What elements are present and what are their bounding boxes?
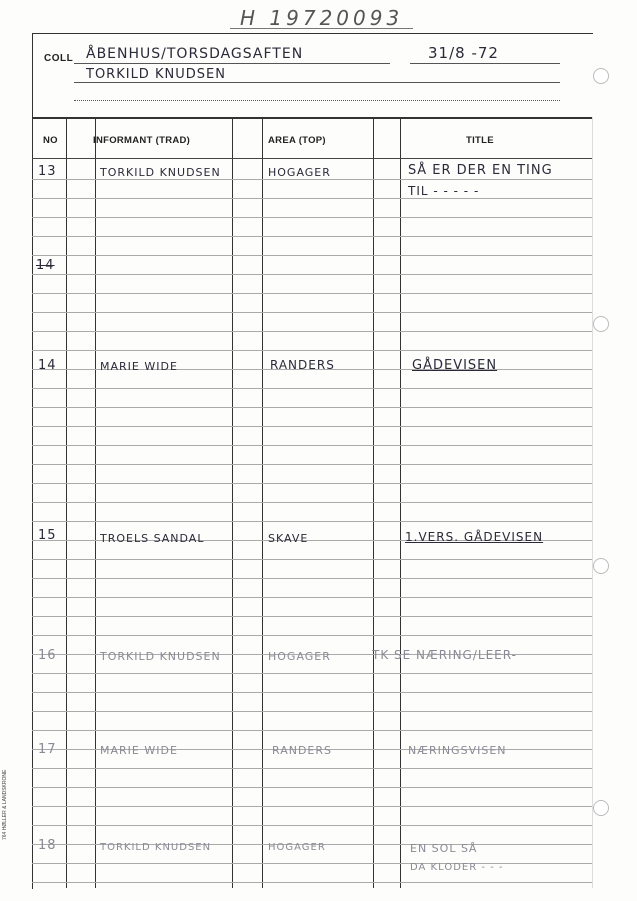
coll-collector: TORKILD KNUDSEN	[86, 67, 226, 82]
punch-hole	[593, 800, 609, 816]
ruled-line	[32, 616, 592, 617]
row-area: HOGAGER	[268, 842, 326, 853]
ruled-line	[32, 825, 592, 826]
row-informant: TORKILD KNUDSEN	[100, 166, 221, 179]
row-area: HOGAGER	[268, 650, 331, 663]
row-no: 15	[38, 528, 57, 543]
ruled-line	[32, 236, 592, 237]
column-header-informant: INFORMANT (TRAD)	[93, 135, 191, 146]
row-no: 16	[38, 648, 57, 663]
row-title-continued: TIL - - - - -	[408, 184, 480, 198]
date-underline	[410, 63, 560, 64]
row-area: HOGAGER	[268, 166, 331, 179]
ruled-line	[32, 711, 592, 712]
ruled-line	[32, 863, 592, 864]
ruled-line	[32, 179, 592, 180]
column-header-title: TITLE	[466, 135, 494, 146]
archive-number: H 19720093	[240, 6, 404, 30]
row-informant: TROELS SANDAL	[100, 532, 205, 545]
row-no-struck: 14	[36, 258, 55, 273]
ruled-line	[32, 217, 592, 218]
printer-imprint: 764 HØLLER & LANDSKRONE	[2, 769, 8, 840]
coll-label: COLL	[44, 53, 74, 64]
row-informant: MARIE WIDE	[100, 744, 178, 757]
ruled-line	[32, 464, 592, 465]
ruled-line	[32, 806, 592, 807]
ruled-line	[32, 331, 592, 332]
ruled-line	[32, 559, 592, 560]
ruled-line	[32, 882, 592, 883]
row-title: SÅ ER DER EN TING	[408, 163, 553, 178]
punch-hole	[593, 316, 609, 332]
ruled-line	[32, 426, 592, 427]
coll-underline	[74, 63, 390, 64]
row-no: 13	[38, 164, 57, 179]
row-no: 17	[38, 742, 57, 757]
row-no: 14	[38, 358, 57, 373]
ruled-line	[32, 388, 592, 389]
punch-hole	[593, 558, 609, 574]
row-title: TK SE NÆRING/LEER-	[372, 648, 517, 662]
row-title: NÆRINGSVISEN	[408, 744, 507, 757]
punch-hole	[593, 68, 609, 84]
row-area: SKAVE	[268, 532, 309, 545]
row-title: 1.VERS. GÅDEVISEN	[405, 530, 544, 544]
ruled-line	[32, 597, 592, 598]
record-grid	[32, 117, 593, 889]
ruled-line	[32, 274, 592, 275]
column-header-area: AREA (TOP)	[268, 135, 326, 146]
column-header-no: NO	[43, 135, 58, 146]
header-divider	[32, 158, 592, 159]
coll-underline-2	[74, 82, 560, 83]
row-informant: MARIE WIDE	[100, 360, 178, 373]
ruled-line	[32, 445, 592, 446]
row-no: 18	[38, 838, 57, 853]
row-informant: TORKILD KNUDSEN	[100, 650, 221, 663]
coll-title: ÅBENHUS/TORSDAGSAFTEN	[86, 46, 304, 62]
ruled-line	[32, 768, 592, 769]
ruled-line	[32, 730, 592, 731]
coll-date: 31/8 -72	[428, 44, 499, 62]
ruled-line	[32, 787, 592, 788]
ruled-line	[32, 407, 592, 408]
row-title: EN SOL SÅ	[410, 842, 478, 855]
right-edge	[592, 117, 593, 888]
row-title-continued: DA KLODER - - -	[410, 862, 504, 873]
ruled-line	[32, 198, 592, 199]
coll-underline-3	[74, 100, 560, 101]
ruled-line	[32, 635, 592, 636]
ruled-line	[32, 521, 592, 522]
row-informant: TORKILD KNUDSEN	[100, 842, 212, 853]
ruled-line	[32, 312, 592, 313]
ruled-line	[32, 483, 592, 484]
ruled-line	[32, 350, 592, 351]
ruled-line	[32, 673, 592, 674]
ruled-line	[32, 578, 592, 579]
row-area: RANDERS	[270, 358, 335, 372]
ruled-line	[32, 255, 592, 256]
ruled-line	[32, 293, 592, 294]
row-area: RANDERS	[272, 744, 332, 757]
row-title: GÅDEVISEN	[412, 358, 498, 373]
ruled-line	[32, 502, 592, 503]
ruled-line	[32, 692, 592, 693]
